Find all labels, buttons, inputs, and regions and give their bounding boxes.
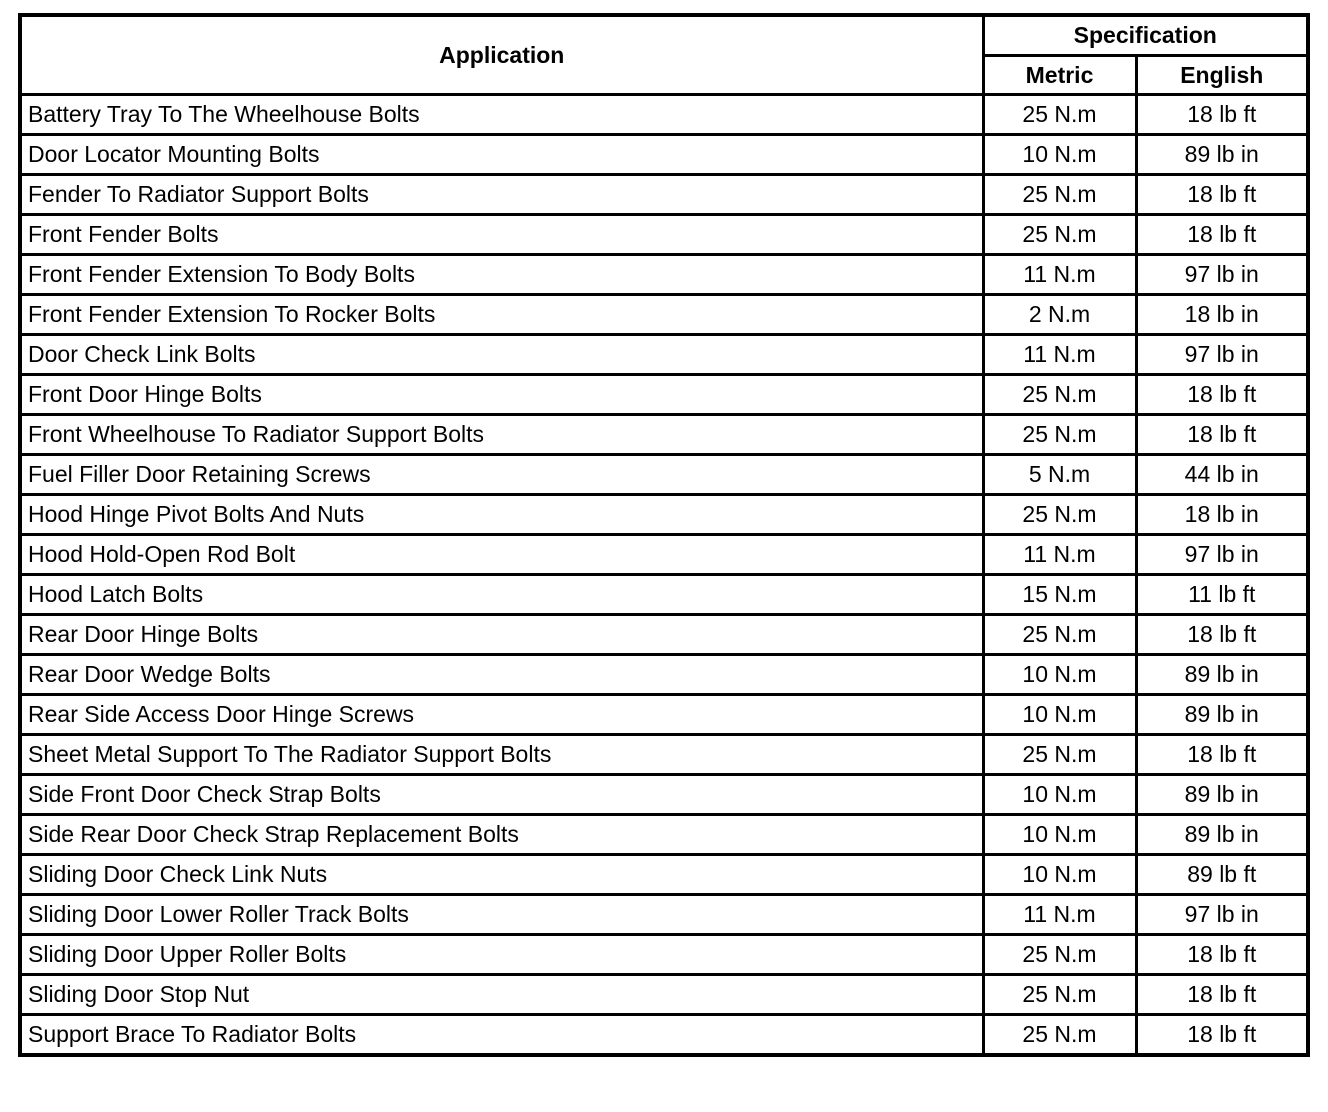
table-row [20, 335, 1308, 375]
table-row [20, 895, 1308, 935]
metric-cell: 25 N.m [983, 95, 1136, 135]
metric-cell: 2 N.m [983, 295, 1136, 335]
english-cell: 97 lb in [1136, 335, 1308, 375]
table-body [20, 95, 1308, 1056]
table-row [20, 615, 1308, 655]
english-cell: 18 lb ft [1136, 415, 1308, 455]
english-cell: 89 lb in [1136, 775, 1308, 815]
application-cell: Front Wheelhouse To Radiator Support Bolts [20, 415, 983, 455]
application-cell: Rear Door Wedge Bolts [20, 655, 983, 695]
table-row [20, 855, 1308, 895]
application-cell: Sheet Metal Support To The Radiator Support Bolts [20, 735, 983, 775]
english-cell: 89 lb ft [1136, 855, 1308, 895]
table-row [20, 775, 1308, 815]
table-row [20, 415, 1308, 455]
application-cell: Sliding Door Lower Roller Track Bolts [20, 895, 983, 935]
metric-cell: 10 N.m [983, 655, 1136, 695]
application-cell: Rear Side Access Door Hinge Screws [20, 695, 983, 735]
application-cell: Hood Latch Bolts [20, 575, 983, 615]
metric-cell: 11 N.m [983, 255, 1136, 295]
application-cell: Support Brace To Radiator Bolts [20, 1015, 983, 1056]
english-cell: 18 lb ft [1136, 935, 1308, 975]
table-row [20, 575, 1308, 615]
application-cell: Door Locator Mounting Bolts [20, 135, 983, 175]
english-cell: 89 lb in [1136, 815, 1308, 855]
table-row [20, 495, 1308, 535]
metric-cell: 25 N.m [983, 215, 1136, 255]
metric-cell: 25 N.m [983, 935, 1136, 975]
metric-cell: 25 N.m [983, 735, 1136, 775]
application-cell: Front Fender Bolts [20, 215, 983, 255]
table-header [20, 15, 1308, 95]
application-header: Application [20, 15, 983, 95]
metric-cell: 15 N.m [983, 575, 1136, 615]
table-row [20, 1015, 1308, 1056]
table-row [20, 975, 1308, 1015]
application-cell: Front Fender Extension To Body Bolts [20, 255, 983, 295]
application-cell: Sliding Door Stop Nut [20, 975, 983, 1015]
english-header: English [1136, 56, 1308, 95]
english-cell: 89 lb in [1136, 655, 1308, 695]
metric-cell: 25 N.m [983, 1015, 1136, 1056]
metric-cell: 25 N.m [983, 415, 1136, 455]
table-row [20, 455, 1308, 495]
english-cell: 97 lb in [1136, 895, 1308, 935]
application-cell: Side Rear Door Check Strap Replacement Bolts [20, 815, 983, 855]
metric-header: Metric [983, 56, 1136, 95]
header-row-top [20, 15, 1308, 56]
application-cell: Side Front Door Check Strap Bolts [20, 775, 983, 815]
table-row [20, 295, 1308, 335]
table-row [20, 535, 1308, 575]
metric-cell: 11 N.m [983, 335, 1136, 375]
application-cell: Front Door Hinge Bolts [20, 375, 983, 415]
table-row [20, 375, 1308, 415]
english-cell: 18 lb ft [1136, 215, 1308, 255]
english-cell: 18 lb ft [1136, 975, 1308, 1015]
english-cell: 18 lb ft [1136, 1015, 1308, 1056]
english-cell: 18 lb ft [1136, 175, 1308, 215]
table-row [20, 95, 1308, 135]
metric-cell: 10 N.m [983, 135, 1136, 175]
fastener-spec-table [18, 13, 1310, 1057]
table-row [20, 735, 1308, 775]
application-cell: Fender To Radiator Support Bolts [20, 175, 983, 215]
application-cell: Sliding Door Check Link Nuts [20, 855, 983, 895]
application-cell: Rear Door Hinge Bolts [20, 615, 983, 655]
table-row [20, 135, 1308, 175]
english-cell: 18 lb ft [1136, 735, 1308, 775]
table-row [20, 215, 1308, 255]
metric-cell: 10 N.m [983, 775, 1136, 815]
table-row [20, 815, 1308, 855]
metric-cell: 11 N.m [983, 895, 1136, 935]
application-cell: Front Fender Extension To Rocker Bolts [20, 295, 983, 335]
metric-cell: 10 N.m [983, 695, 1136, 735]
metric-cell: 25 N.m [983, 495, 1136, 535]
table-row [20, 935, 1308, 975]
application-cell: Hood Hold-Open Rod Bolt [20, 535, 983, 575]
metric-cell: 10 N.m [983, 855, 1136, 895]
specification-header: Specification [983, 15, 1308, 56]
english-cell: 11 lb ft [1136, 575, 1308, 615]
metric-cell: 25 N.m [983, 615, 1136, 655]
application-cell: Sliding Door Upper Roller Bolts [20, 935, 983, 975]
metric-cell: 10 N.m [983, 815, 1136, 855]
table-row [20, 255, 1308, 295]
english-cell: 89 lb in [1136, 135, 1308, 175]
metric-cell: 25 N.m [983, 975, 1136, 1015]
english-cell: 18 lb ft [1136, 95, 1308, 135]
metric-cell: 25 N.m [983, 375, 1136, 415]
table-row [20, 655, 1308, 695]
english-cell: 97 lb in [1136, 255, 1308, 295]
application-cell: Battery Tray To The Wheelhouse Bolts [20, 95, 983, 135]
application-cell: Door Check Link Bolts [20, 335, 983, 375]
english-cell: 97 lb in [1136, 535, 1308, 575]
application-cell: Hood Hinge Pivot Bolts And Nuts [20, 495, 983, 535]
metric-cell: 5 N.m [983, 455, 1136, 495]
english-cell: 18 lb ft [1136, 375, 1308, 415]
english-cell: 18 lb in [1136, 295, 1308, 335]
metric-cell: 11 N.m [983, 535, 1136, 575]
application-cell: Fuel Filler Door Retaining Screws [20, 455, 983, 495]
metric-cell: 25 N.m [983, 175, 1136, 215]
table-row [20, 695, 1308, 735]
english-cell: 44 lb in [1136, 455, 1308, 495]
english-cell: 18 lb in [1136, 495, 1308, 535]
english-cell: 18 lb ft [1136, 615, 1308, 655]
table-row [20, 175, 1308, 215]
english-cell: 89 lb in [1136, 695, 1308, 735]
